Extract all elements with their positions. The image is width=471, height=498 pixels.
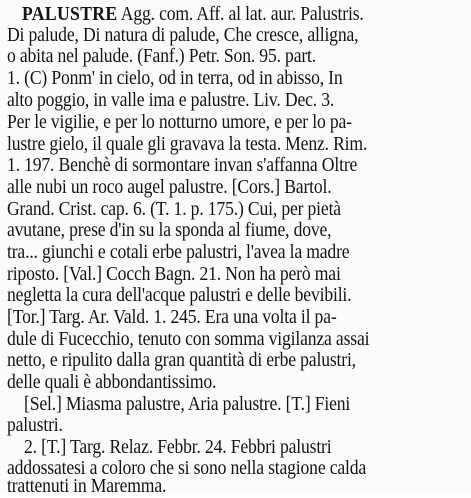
entry-line-3: o abita nel palude. (Fanf.) Petr. Son. 95. part.: [7, 45, 317, 67]
entry-headword: PALUSTRE: [22, 3, 118, 25]
entry-line-20: palustri.: [7, 414, 63, 436]
entry-line-2: Di palude, Di natura di palude, Che cresce, alligna,: [7, 24, 359, 46]
entry-line-7: lustre gielo, il quale gli gravava la testa. Menz. Rim.: [7, 133, 368, 155]
entry-line-15: [Tor.] Targ. Ar. Vald. 1. 245. Era una volta il pa-: [7, 306, 337, 328]
entry-line-1-text: Agg. com. Aff. al lat. aur. Palustris.: [117, 3, 364, 25]
entry-line-14: negletta la cura dell'acque palustri e delle bevibili.: [7, 284, 352, 306]
entry-line-12: tra... giunchi e cotali erbe palustri, l'avea la madre: [7, 241, 350, 263]
entry-line-13: riposto. [Val.] Cocch Bagn. 21. Non ha però mai: [7, 263, 341, 285]
entry-line-19: [Sel.] Miasma palustre, Aria palustre. [T.] Fieni: [24, 393, 351, 415]
entry-line-9: alle nubi un roco augel palustre. [Cors.] Bartol.: [7, 176, 332, 198]
entry-line-8: 1. 197. Benchè di sormontare invan s'affanna Oltre: [7, 154, 358, 176]
entry-line-6: Per le vigilie, e per lo notturno umore, e per lo pa-: [7, 111, 352, 133]
entry-line-5: alto poggio, in valle ima e palustre. Liv. Dec. 3.: [7, 89, 335, 111]
entry-line-21: 2. [T.] Targ. Relaz. Febbr. 24. Febbri palustri: [24, 436, 332, 458]
entry-line-18: delle quali è abbondantissimo.: [7, 371, 217, 393]
entry-line-22: addossatesi a coloro che si sono nella stagione calda: [7, 457, 367, 479]
entry-line-23: trattenuti in Maremma.: [7, 475, 167, 497]
entry-line-11: avutane, prese d'in su la sponda al fiume, dove,: [7, 219, 332, 241]
entry-line-10: Grand. Crist. cap. 6. (T. 1. p. 175.) Cui, per pietà: [7, 198, 341, 220]
entry-line-4: 1. (C) Ponm' in cielo, od in terra, od in abisso, In: [7, 67, 343, 89]
entry-line-17: netto, e ripulito dalla gran quantità di erbe palustri,: [7, 349, 356, 371]
entry-line-16: dule di Fucecchio, tenuto con somma vigilanza assai: [7, 328, 370, 350]
